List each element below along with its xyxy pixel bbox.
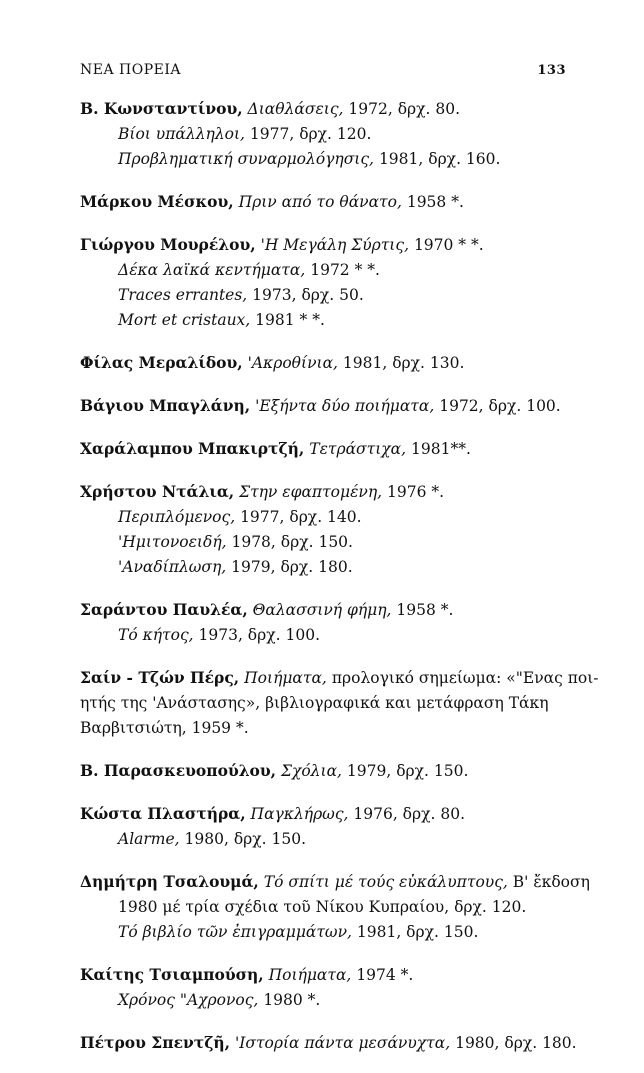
publication-details: 1981**. <box>411 440 471 458</box>
publication-details: 1979, δρχ. 150. <box>346 762 469 780</box>
entry-line <box>80 691 566 716</box>
bibliography-entry <box>80 350 566 376</box>
publication-details: 1973, δρχ. 50. <box>252 286 364 304</box>
publication-details: 1980 *. <box>263 991 321 1009</box>
book-title: Mort et cristaux, <box>118 311 251 329</box>
author-name: Καίτης Τσιαμπούση, <box>80 965 264 984</box>
entry-line <box>80 189 566 215</box>
bibliography-entry <box>80 479 566 580</box>
publication-details: 1981, δρχ. 130. <box>342 354 465 372</box>
publication-details: 1974 *. <box>356 966 414 984</box>
publication-details: 1972 * *. <box>310 261 380 279</box>
publication-details: 1976 *. <box>386 483 445 501</box>
author-name: Χρήστου Ντάλια, <box>80 482 235 501</box>
page-header <box>80 62 566 78</box>
bibliography-entry <box>80 1030 577 1056</box>
entry-line <box>80 827 566 852</box>
publication-details: 1977, δρχ. 140. <box>240 508 362 526</box>
author-name: Σαράντου Παυλέα, <box>80 600 248 619</box>
entry-line <box>80 895 566 920</box>
publication-details: 1978, δρχ. 150. <box>231 533 353 551</box>
book-title: Πριν από το θάνατο, <box>238 193 402 211</box>
publication-details: 1976, δρχ. 80. <box>353 805 466 823</box>
publication-details: προλογικό σημείωμα: «"Ενας ποι- <box>331 669 599 687</box>
bibliography-entry <box>80 232 566 333</box>
entry-line <box>80 147 566 172</box>
entry-line <box>80 350 566 376</box>
author-name: Δημήτρη Τσαλουμά, <box>80 872 259 891</box>
publication-details: 1970 * *. <box>413 236 484 254</box>
publication-details: ητής της 'Ανάστασης», βιβλιογραφικά και μετάφραση Τάκη <box>80 694 549 712</box>
entry-line <box>80 801 566 827</box>
book-title: 'Ιστορία πάντα μεσάνυχτα, <box>234 1034 451 1052</box>
publication-details: 1973, δρχ. 100. <box>198 626 321 644</box>
entry-line <box>80 869 590 895</box>
publication-details: 1972, δρχ. 100. <box>439 397 561 415</box>
book-title: Παγκλήρως, <box>250 805 349 823</box>
book-title: Τό βιβλίο τῶν ἐπιγραμμάτων, <box>118 923 352 941</box>
book-title: Traces errantes, <box>118 286 248 304</box>
book-title: Τό κήτος, <box>118 626 194 644</box>
entry-line <box>80 393 566 419</box>
bibliography-entry <box>80 436 566 462</box>
book-title: 'Η Μεγάλη Σύρτις, <box>260 236 409 254</box>
publication-details: 1977, δρχ. 120. <box>249 125 372 143</box>
bibliography-entry <box>80 96 566 172</box>
bibliography-entry <box>80 189 566 215</box>
book-title: Περιπλόμενος, <box>118 508 236 526</box>
publication-details: 1980, δρχ. 150. <box>184 830 307 848</box>
book-title: Χρόνος "Αχρονος, <box>118 991 259 1009</box>
book-title: 'Ημιτονοειδή, <box>118 533 227 551</box>
publication-details: 1981, δρχ. 160. <box>378 150 501 168</box>
author-name: Σαίν - Τζών Πέρς, <box>80 668 240 687</box>
book-title: Τό σπίτι μέ τούς εὐκάλυπτους, <box>263 873 508 891</box>
author-name: Β. Κωνσταντίνου, <box>80 99 243 118</box>
entry-line <box>80 232 566 258</box>
entry-line <box>80 96 566 122</box>
entry-line <box>80 988 566 1013</box>
entry-line <box>80 479 566 505</box>
entry-line <box>80 505 566 530</box>
bibliography-entry <box>80 597 566 648</box>
bibliography-entry <box>80 665 599 741</box>
book-title: 'Αναδίπλωση, <box>118 558 227 576</box>
author-name: Γιώργου Μουρέλου, <box>80 235 256 254</box>
book-title: Βίοι υπάλληλοι, <box>118 125 245 143</box>
publication-details: 1958 *. <box>406 193 464 211</box>
publication-details: 1958 *. <box>396 601 454 619</box>
entry-line <box>80 665 599 691</box>
publication-details: 1979, δρχ. 180. <box>231 558 353 576</box>
author-name: Β. Παρασκευοπούλου, <box>80 761 277 780</box>
book-title: Τετράστιχα, <box>309 440 407 458</box>
bibliography-entry <box>80 393 566 419</box>
entry-line <box>80 530 566 555</box>
bibliography-list <box>80 96 599 1073</box>
author-name: Βάγιου Μπαγλάνη, <box>80 396 251 415</box>
entry-line <box>80 962 566 988</box>
bibliography-entry <box>80 869 590 945</box>
publication-details: 1981, δρχ. 150. <box>356 923 479 941</box>
book-title: Διαθλάσεις, <box>247 100 344 118</box>
bibliography-entry <box>80 758 566 784</box>
bibliography-entry <box>80 801 566 852</box>
book-title: 'Ακροθίνια, <box>247 354 338 372</box>
publication-details: Β' ἔκδοση <box>512 873 590 891</box>
book-title: Σχόλια, <box>281 762 342 780</box>
running-title: ΝΕΑ ΠΟΡΕΙΑ <box>80 62 181 78</box>
book-title: Προβληματική συναρμολόγησις, <box>118 150 374 168</box>
entry-line <box>80 623 566 648</box>
entry-line <box>80 555 566 580</box>
author-name: Μάρκου Μέσκου, <box>80 192 234 211</box>
author-name: Φίλας Μεραλίδου, <box>80 353 243 372</box>
entry-line <box>80 436 566 462</box>
book-title: Στην εφαπτομένη, <box>239 483 383 501</box>
book-title: Ποιήματα, <box>244 669 327 687</box>
publication-details: 1981 * *. <box>255 311 325 329</box>
entry-line <box>80 258 566 283</box>
page-number: 133 <box>537 63 566 78</box>
publication-details: 1980, δρχ. 180. <box>455 1034 577 1052</box>
entry-line <box>80 920 566 945</box>
publication-details: 1972, δρχ. 80. <box>348 100 461 118</box>
book-title: Θαλασσινή φήμη, <box>252 601 392 619</box>
author-name: Κώστα Πλαστήρα, <box>80 804 246 823</box>
entry-line <box>80 597 566 623</box>
author-name: Χαράλαμπου Μπακιρτζή, <box>80 439 305 458</box>
book-title: Alarme, <box>118 830 180 848</box>
publication-details: Βαρβιτσιώτη, 1959 *. <box>80 719 249 737</box>
book-title: 'Εξήντα δύο ποιήματα, <box>255 397 435 415</box>
author-name: Πέτρου Σπεντζῆ, <box>80 1033 231 1052</box>
entry-line <box>80 1030 577 1056</box>
entry-line <box>80 308 566 333</box>
book-title: Δέκα λαϊκά κεντήματα, <box>118 261 306 279</box>
entry-line <box>80 716 566 741</box>
book-title: Ποιήματα, <box>268 966 352 984</box>
entry-line <box>80 283 566 308</box>
entry-line <box>80 758 566 784</box>
entry-line <box>80 122 566 147</box>
bibliography-entry <box>80 962 566 1013</box>
publication-details: 1980 μέ τρία σχέδια τοῦ Νίκου Κυπραίου, δρχ. 120. <box>118 898 527 916</box>
